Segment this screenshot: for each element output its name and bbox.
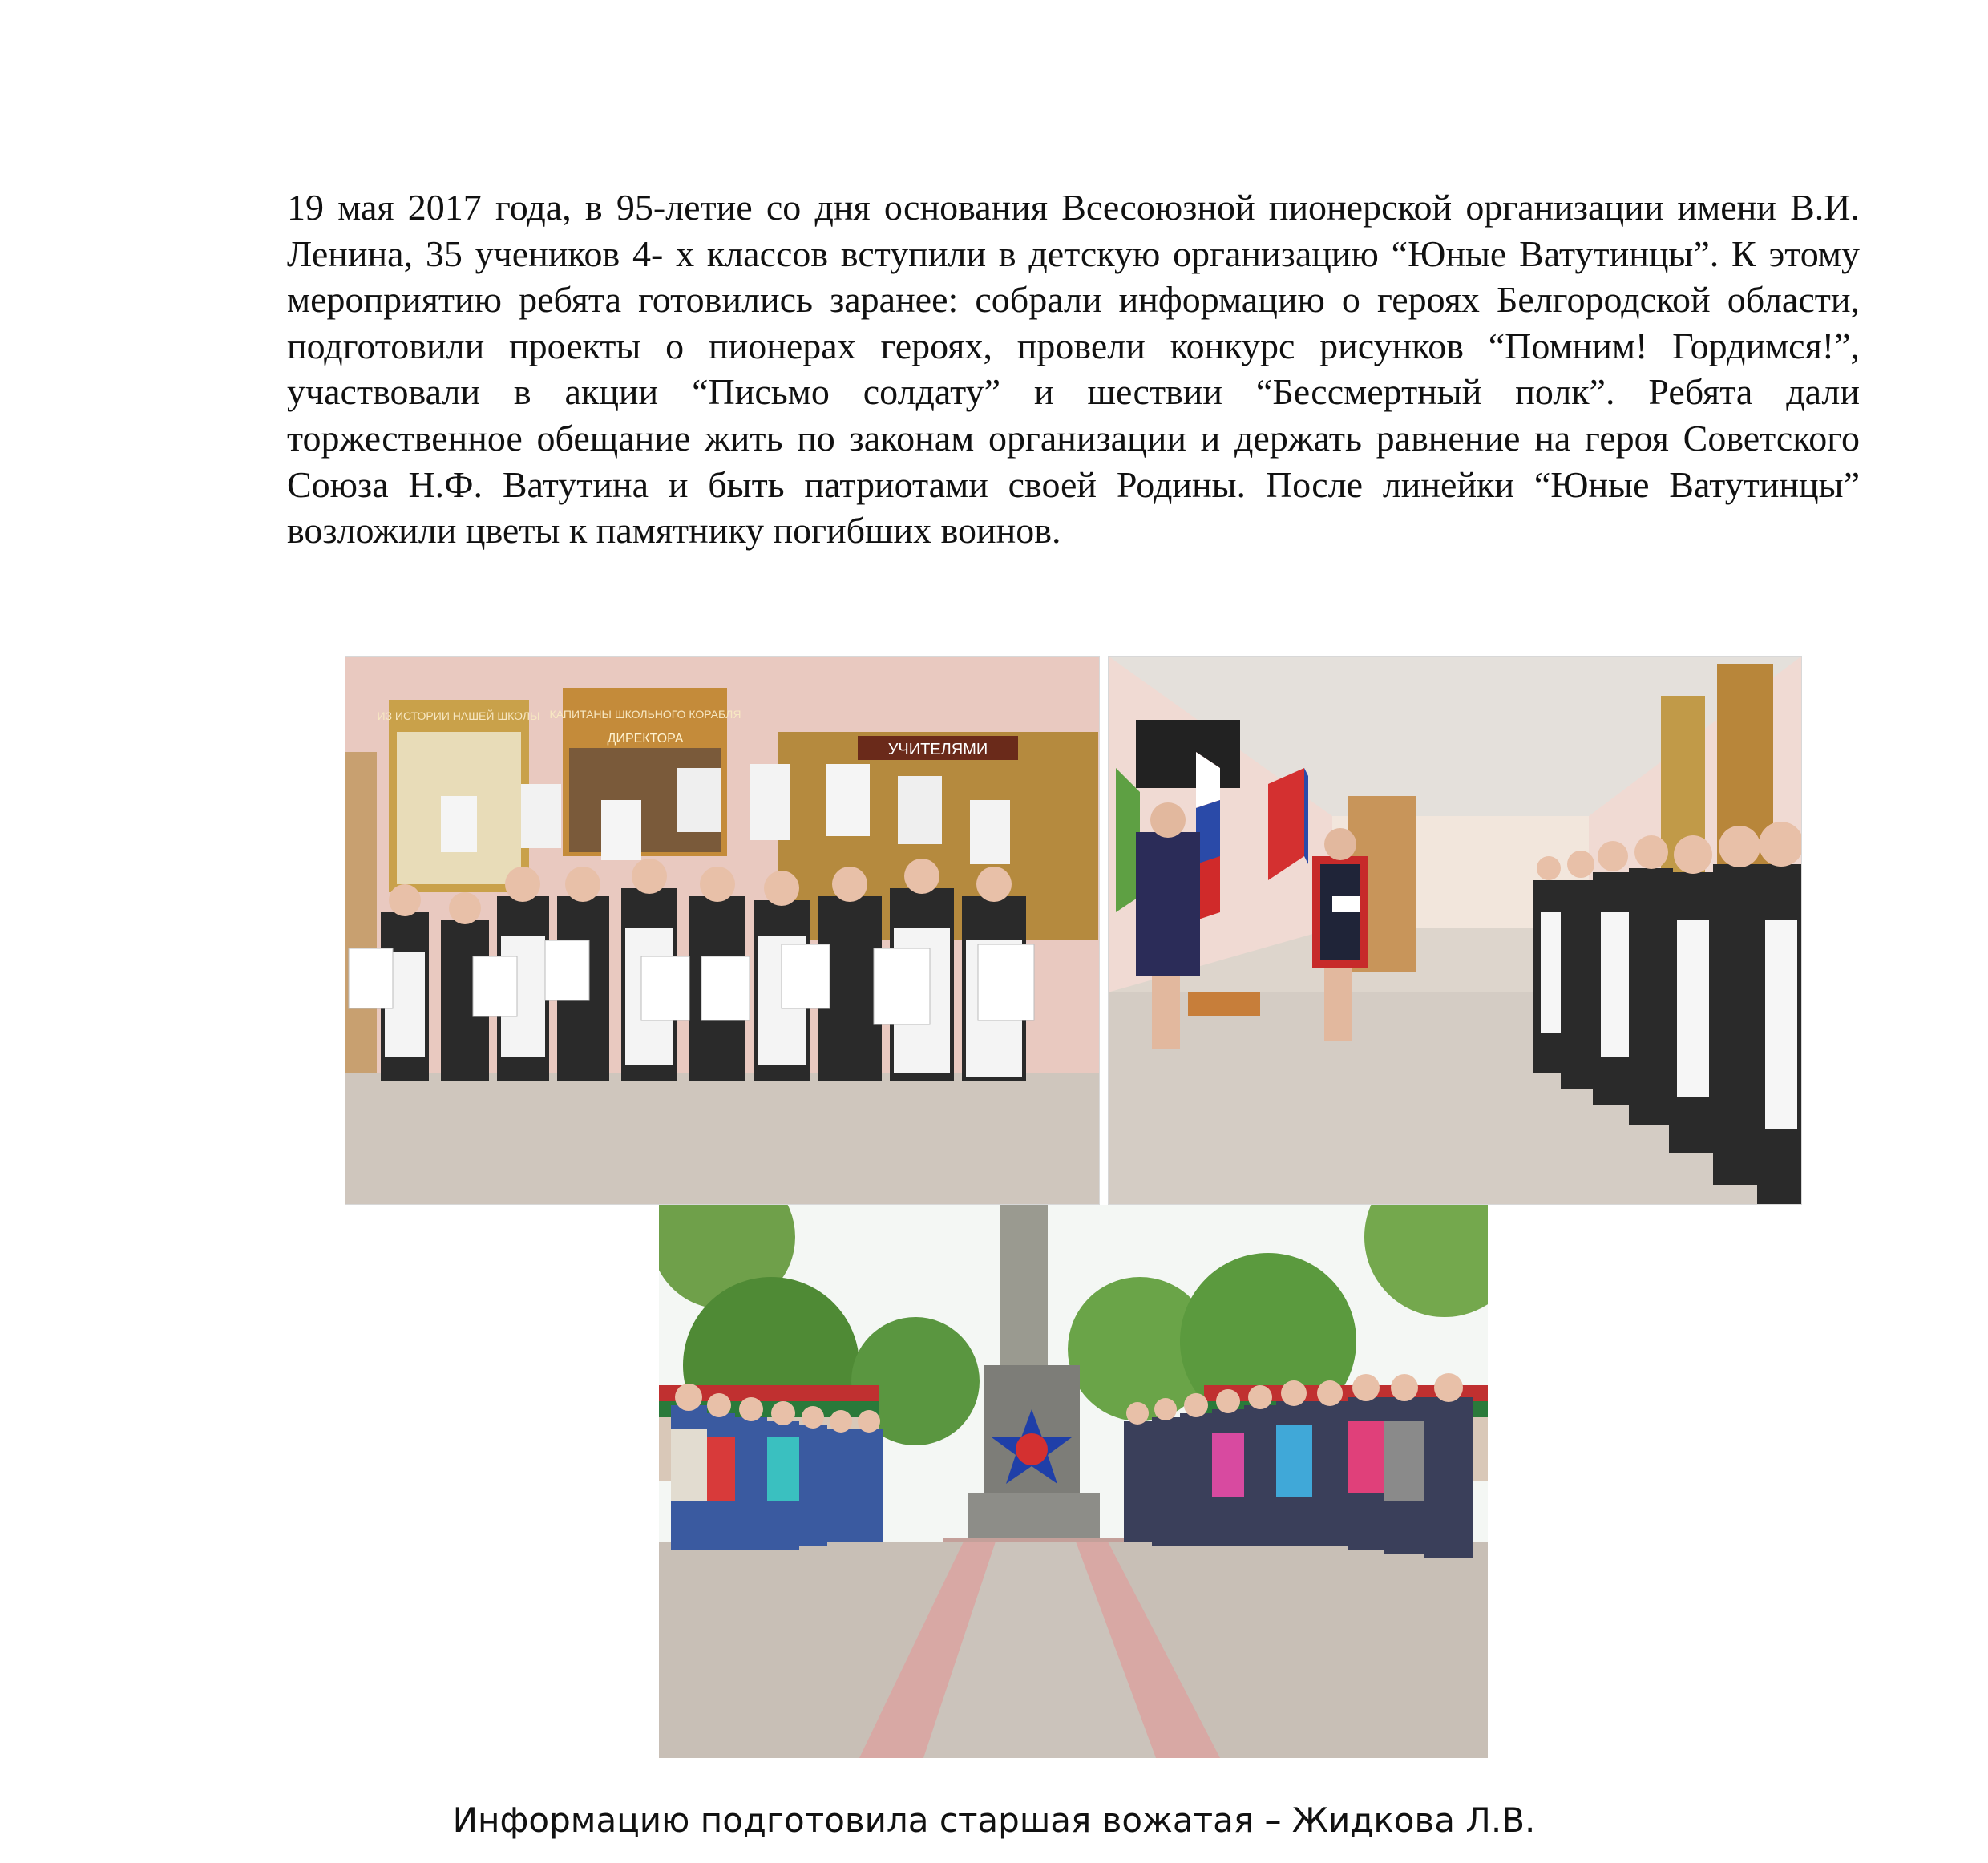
- author-caption: Информацию подготовила старшая вожатая – Жидкова Л.В.: [452, 1800, 1536, 1840]
- board-history-label: ИЗ ИСТОРИИ НАШЕЙ ШКОЛЫ: [377, 709, 540, 722]
- board-directors-label: ДИРЕКТОРА: [607, 732, 684, 746]
- photo-school-corridor-ceremony: [1108, 656, 1802, 1205]
- photo-students-with-certificates: [345, 656, 1100, 1205]
- board-captains-label: КАПИТАНЫ ШКОЛЬНОГО КОРАБЛЯ: [549, 708, 741, 721]
- article-paragraph: 19 мая 2017 года, в 95-летие со дня основания Всесоюзной пионерской организации имени В.И. Ленина, 35 учеников 4- х классов вступили в детскую организацию “Юные Ватутинцы”. К этому мероприятию ребята готовились заранее: собрали информацию о героях Белгородской области, подготовили проекты о пионерах героях, провели конкурс рисунков “Помним! Гордимся!”, участвовали в акции “Письмо солдату” и шествии “Бессмертный полк”. Ребята дали торжественное обещание жить по законам организации и держать равнение на героя Советского Союза Н.Ф. Ватутина и быть патриотами своей Родины. После линейки “Юные Ватутинцы” возложили цветы к памятнику погибших воинов.: [287, 187, 1860, 552]
- photo-war-memorial: [659, 1205, 1488, 1758]
- board-teachers-label: УЧИТЕЛЯМИ: [887, 741, 988, 758]
